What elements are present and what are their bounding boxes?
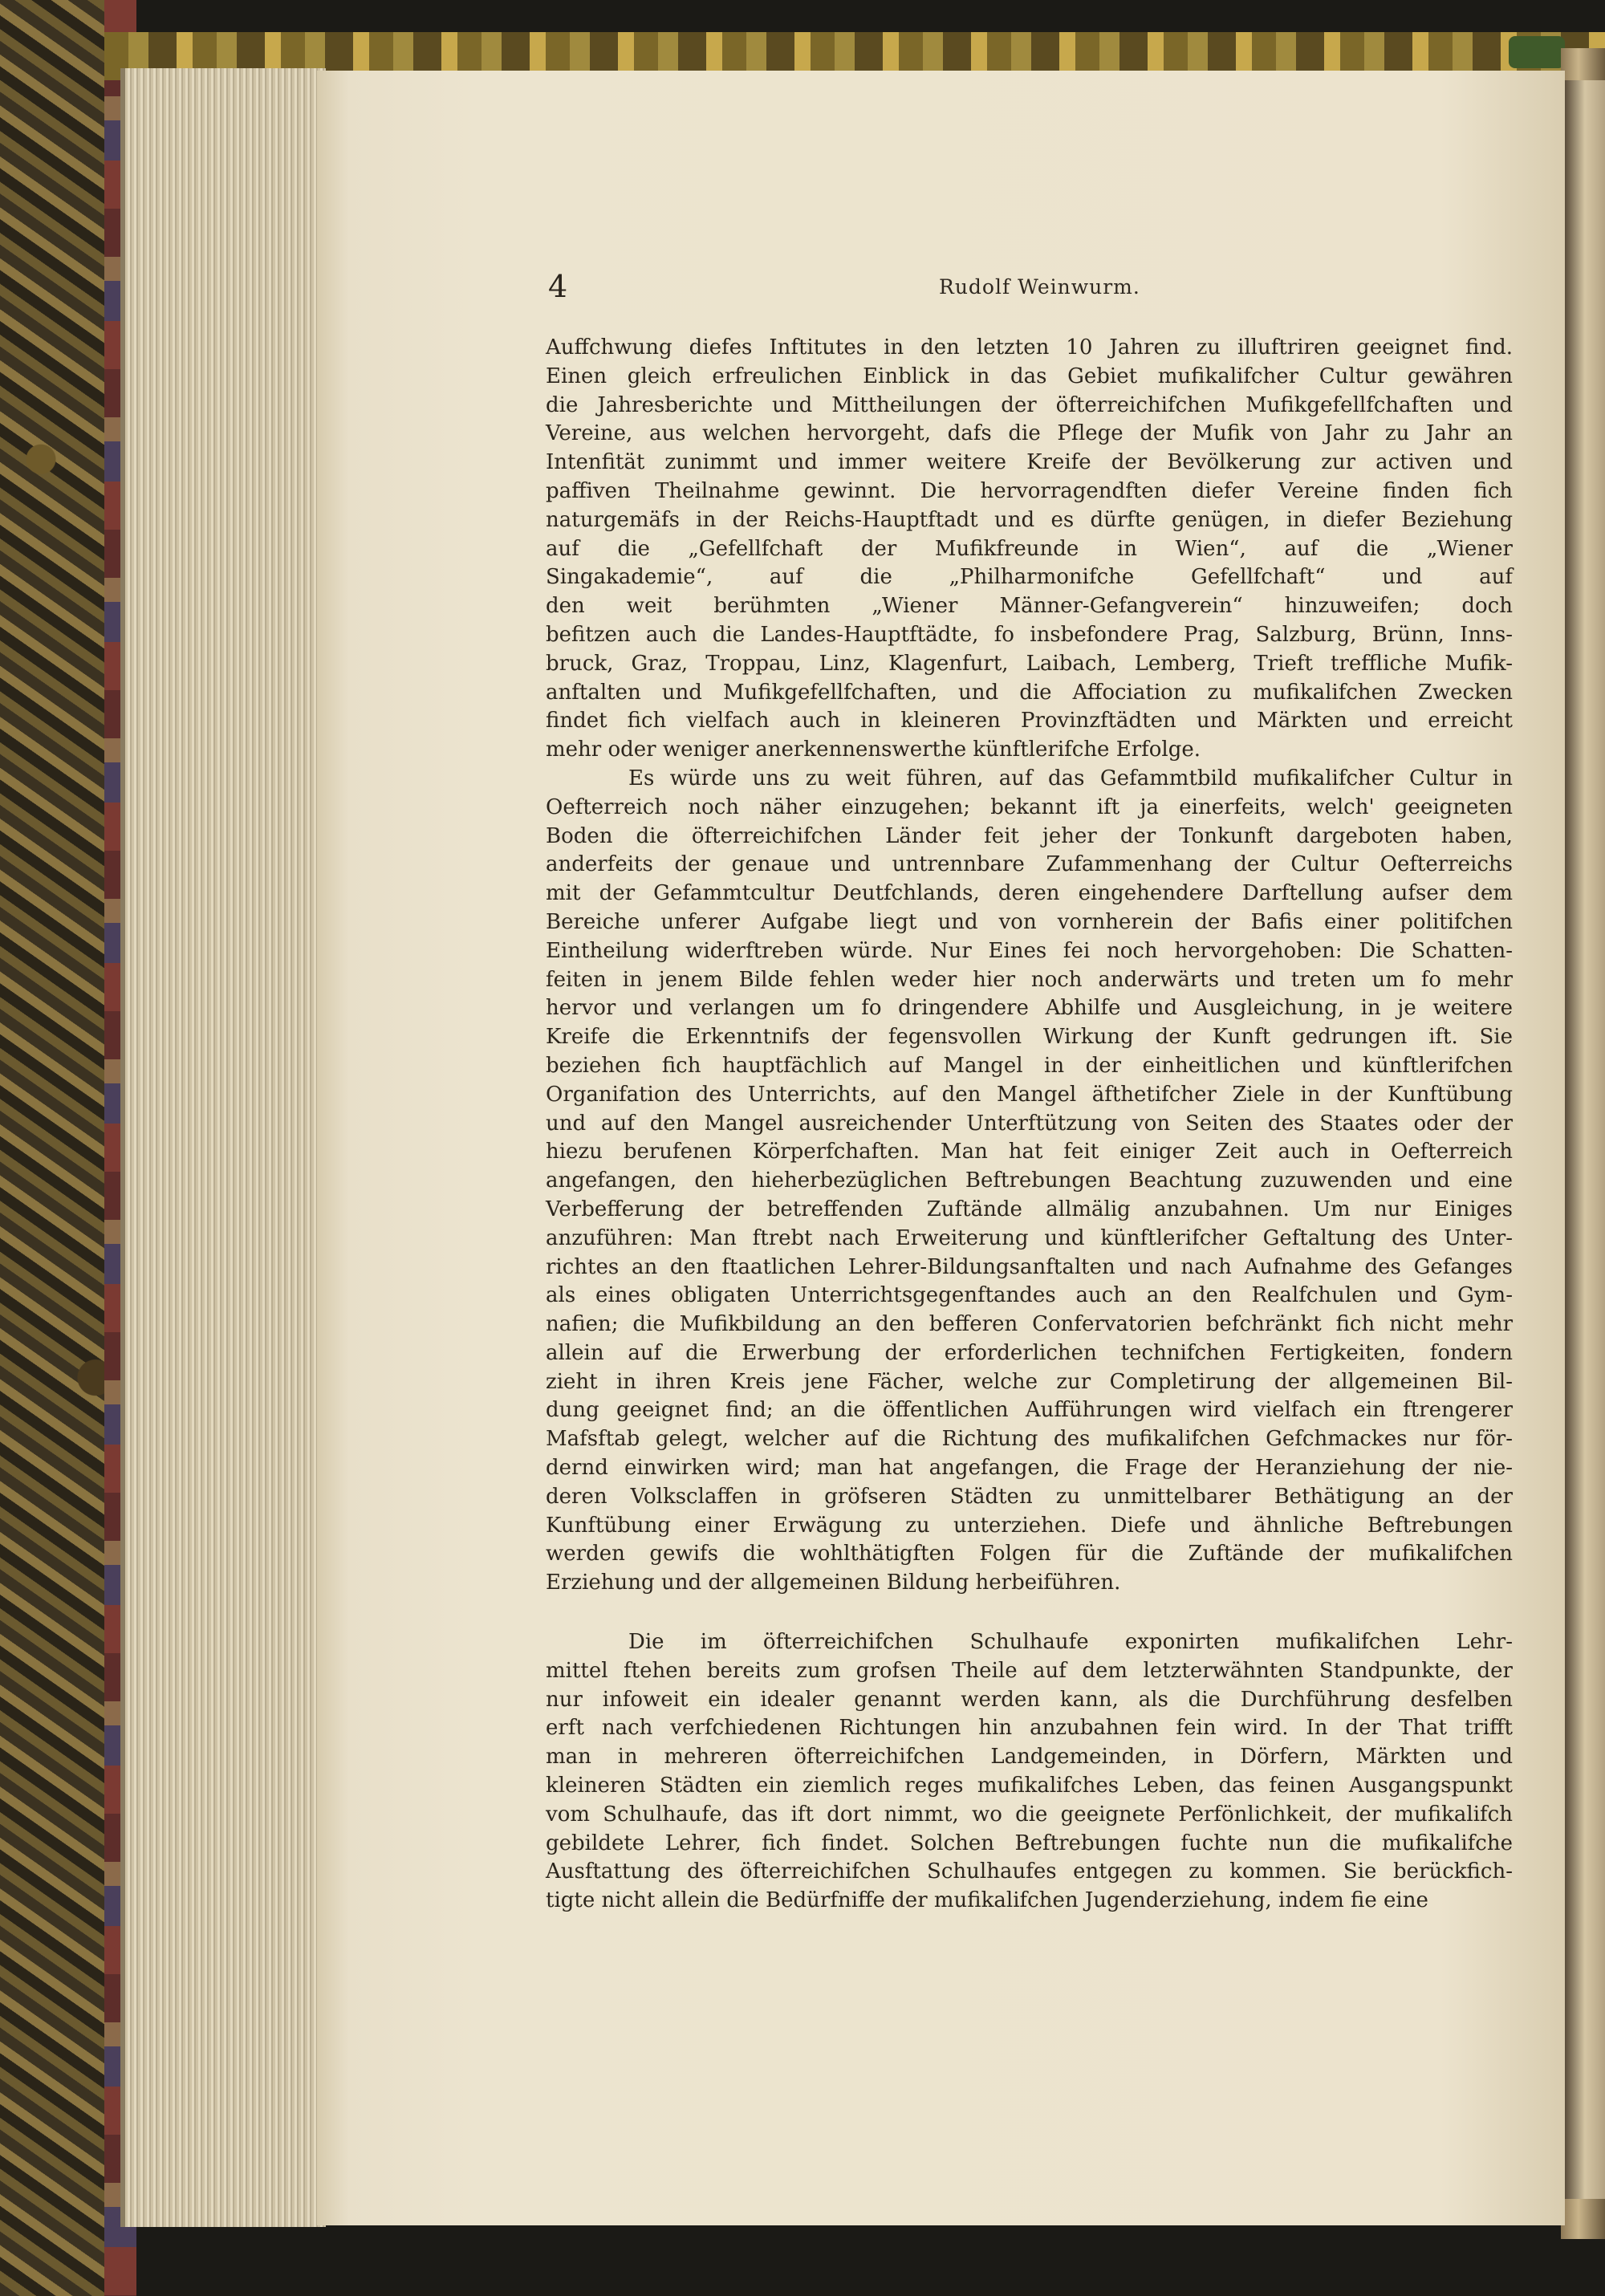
text-line: angefangen, den hieherbezüglichen Beftrebungen Beachtung zuzuwenden und eine — [546, 1168, 1513, 1193]
running-head: Rudolf Weinwurm. — [939, 275, 1140, 299]
text-line: Oefterreich noch näher einzugehen; bekannt ift ja einerfeits, welch' geeigneten — [546, 794, 1513, 819]
text-line: Erziehung und der allgemeinen Bildung herbeiführen. — [546, 1571, 1121, 1595]
body-text — [546, 334, 1513, 1916]
text-line: Auffchwung diefes Inftitutes in den letzten 10 Jahren zu illuftriren geeignet find. — [546, 335, 1513, 360]
text-line: kleineren Städten ein ziemlich reges mufikalifches Leben, das feinen Ausgangspunkt — [546, 1774, 1513, 1798]
book-cover-left — [0, 0, 136, 2296]
text-line: Intenfität zunimmt und immer weitere Kreife der Bevölkerung zur activen und — [546, 450, 1513, 475]
page-number: 4 — [548, 269, 568, 304]
text-line: tigte nicht allein die Bedürfniffe der mufikalifchen Jugenderziehung, indem fie eine — [546, 1888, 1428, 1913]
text-line: Boden die öfterreichifchen Länder feit jeher der Tonkunft dargeboten haben, — [546, 823, 1513, 848]
text-line: Ausftattung des öfterreichifchen Schulhaufes entgegen zu kommen. Sie berückfich- — [546, 1859, 1513, 1884]
text-line: naturgemäfs in der Reichs-Hauptftadt und es dürfte genügen, in diefer Beziehung — [546, 507, 1513, 532]
text-line: als eines obligaten Unterrichtsgegenftandes auch an den Realfchulen und Gym- — [546, 1283, 1513, 1308]
text-line: mehr oder weniger anerkennenswerthe künftlerifche Erfolge. — [546, 738, 1201, 762]
text-line: paffiven Theilnahme gewinnt. Die hervorragendften diefer Vereine finden fich — [546, 478, 1513, 503]
text-line: hervor und verlangen um fo dringendere Abhilfe und Ausgleichung, in je weitere — [546, 996, 1513, 1021]
paragraph — [546, 1628, 1513, 1916]
section-gap — [546, 1598, 1513, 1628]
paragraph — [546, 334, 1513, 765]
text-line: anzuführen: Man ftrebt nach Erweiterung und künftlerifcher Geftaltung des Unter- — [546, 1225, 1513, 1250]
text-line: man in mehreren öfterreichifchen Landgemeinden, in Dörfern, Märkten und — [546, 1745, 1513, 1770]
text-line: mit der Gefammtcultur Deutfchlands, deren eingehendere Darftellung aufser dem — [546, 881, 1513, 906]
text-line: dung geeignet find; an die öffentlichen Aufführungen wird vielfach ein ftrengerer — [546, 1398, 1513, 1423]
text-line: richtes an den ftaatlichen Lehrer-Bildungsanftalten und nach Aufnahme des Gefanges — [546, 1254, 1513, 1279]
text-line: anderfeits der genaue und untrennbare Zufammenhang der Cultur Oefterreichs — [546, 852, 1513, 877]
text-line: Einen gleich erfreulichen Einblick in das Gebiet mufikalifcher Cultur gewähren — [546, 364, 1513, 388]
text-line: deren Volksclaffen in gröfseren Städten zu unmittelbarer Bethätigung an der — [546, 1484, 1513, 1509]
text-line: vom Schulhaufe, das ift dort nimmt, wo die geeignete Perfönlichkeit, der mufikalifch — [546, 1802, 1513, 1827]
text-line: auf die „Gefellfchaft der Mufikfreunde in Wien“, auf die „Wiener — [546, 536, 1513, 561]
text-line: Organifation des Unterrichts, auf den Mangel äfthetifcher Ziele in der Kunftübung — [546, 1082, 1513, 1107]
text-line: zieht in ihren Kreis jene Fächer, welche zur Completirung der allgemeinen Bil- — [546, 1369, 1513, 1394]
text-line: Verbefferung der betreffenden Zuftände allmälig anzubahnen. Um nur Einiges — [546, 1197, 1513, 1221]
text-line: Es würde uns zu weit führen, auf das Gefammtbild mufikalifcher Cultur in — [628, 766, 1513, 790]
text-line: feiten in jenem Bilde fehlen weder hier noch anderwärts und treten um fo mehr — [546, 967, 1513, 992]
text-line: Bereiche unferer Aufgabe liegt und von vornherein der Bafis einer politifchen — [546, 909, 1513, 934]
text-line: Die im öfterreichifchen Schulhaufe exponirten mufikalifchen Lehr- — [628, 1630, 1513, 1655]
page-edges — [120, 68, 326, 2227]
text-line: beziehen fich hauptfächlich auf Mangel in der einheitlichen und künftlerifchen — [546, 1053, 1513, 1078]
text-line: Vereine, aus welchen hervorgeht, dafs die Pflege der Mufik von Jahr zu Jahr an — [546, 421, 1513, 446]
text-line: Kunftübung einer Erwägung zu unterziehen. Diefe und ähnliche Beftrebungen — [546, 1513, 1513, 1538]
text-line: findet fich vielfach auch in kleineren Provinzftädten und Märkten und erreicht — [546, 709, 1513, 734]
text-line: mittel ftehen bereits zum grofsen Theile auf dem letzterwähnten Standpunkte, der — [546, 1658, 1513, 1683]
text-line: allein auf die Erwerbung der erforderlichen technifchen Fertigkeiten, fondern — [546, 1340, 1513, 1365]
text-line: Kreife die Erkenntnifs der fegensvollen Wirkung der Kunft gedrungen ift. Sie — [546, 1025, 1513, 1050]
text-line: die Jahresberichte und Mittheilungen der öfterreichifchen Mufikgefellfchaften und — [546, 392, 1513, 417]
text-line: den weit berühmten „Wiener Männer-Gefangverein“ hinzuweifen; doch — [546, 594, 1513, 619]
text-line: werden gewifs die wohlthätigften Folgen für die Zuftände der mufikalifchen — [546, 1542, 1513, 1567]
text-line: befitzen auch die Landes-Hauptftädte, fo insbefondere Prag, Salzburg, Brünn, Inns- — [546, 622, 1513, 647]
text-line: hiezu berufenen Körperfchaften. Man hat feit einiger Zeit auch in Oefterreich — [546, 1140, 1513, 1164]
page-header — [548, 269, 1523, 309]
text-line: dernd einwirken wird; man hat angefangen, die Frage der Heranziehung der nie- — [546, 1456, 1513, 1481]
text-line: nafien; die Mufikbildung an den befferen Confervatorien befchränkt fich nicht mehr — [546, 1312, 1513, 1337]
text-line: anftalten und Mufikgefellfchaften, und die Affociation zu mufikalifchen Zwecken — [546, 680, 1513, 705]
text-line: Mafsftab gelegt, welcher auf die Richtung des mufikalifchen Gefchmackes nur för- — [546, 1427, 1513, 1452]
text-line: und auf den Mangel ausreichender Unterftützung von Seiten des Staates oder der — [546, 1111, 1513, 1136]
text-line: bruck, Graz, Troppau, Linz, Klagenfurt, Laibach, Lemberg, Trieft treffliche Mufik- — [546, 651, 1513, 676]
text-line: Eintheilung widerftreben würde. Nur Eines fei noch hervorgehoben: Die Schatten- — [546, 938, 1513, 963]
text-line: Singakademie“, auf die „Philharmonifche Gefellfchaft“ und auf — [546, 565, 1513, 590]
paragraph — [546, 765, 1513, 1598]
facing-page-edge — [1565, 80, 1605, 2199]
text-line: nur infoweit ein idealer genannt werden kann, als die Durchführung desfelben — [546, 1687, 1513, 1712]
text-line: erft nach verfchiedenen Richtungen hin anzubahnen fein wird. In der That trifft — [546, 1716, 1513, 1741]
text-line: gebildete Lehrer, fich findet. Solchen Beftrebungen fuchte nun die mufikalifche — [546, 1831, 1513, 1855]
bookmark-ribbon — [1509, 36, 1565, 68]
